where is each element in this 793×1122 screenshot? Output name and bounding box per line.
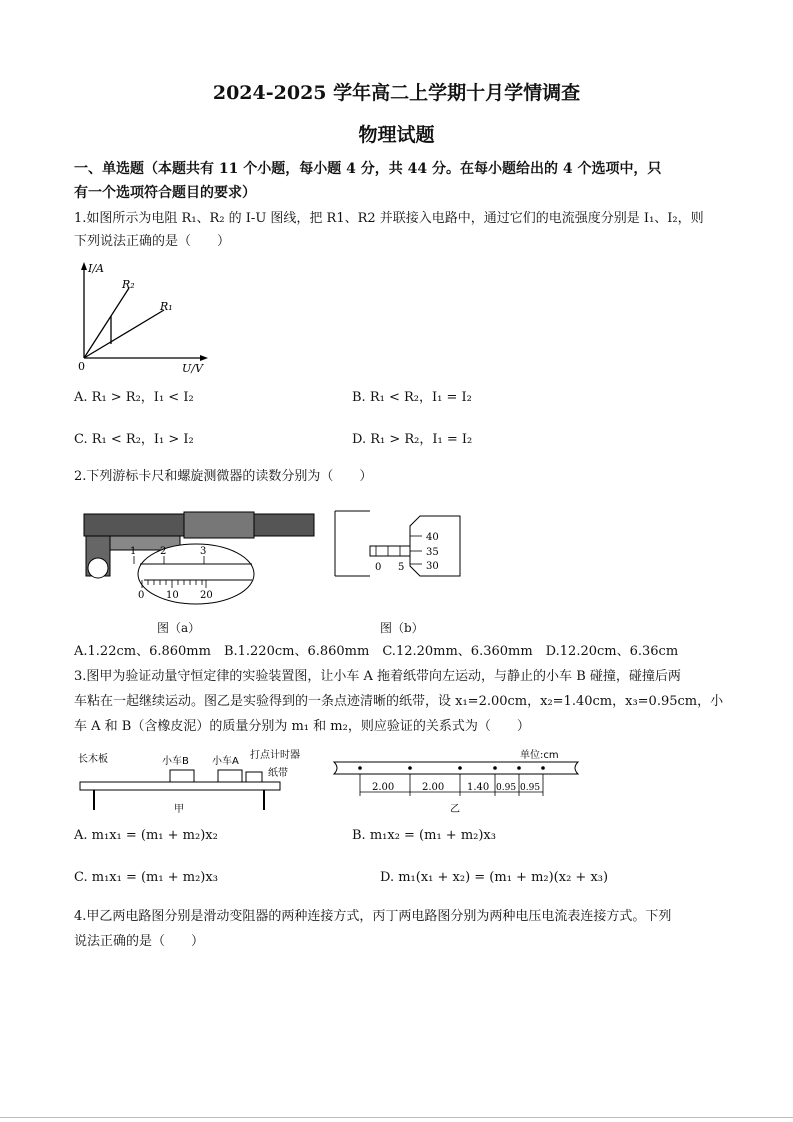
x-axis-label: U/V	[182, 362, 203, 375]
caliper-vernier-tick-10: 10	[166, 590, 179, 601]
tape-seg-1: 2.00	[372, 782, 395, 793]
micrometer-tick-40: 40	[426, 532, 439, 543]
label-timer: 打点计时器	[250, 750, 300, 761]
q3-option-c[interactable]: C. m₁x₁ = (m₁ + m₂)x₃	[74, 870, 218, 885]
q1-option-a[interactable]: A. R₁ > R₂，I₁ < I₂	[74, 390, 194, 405]
micrometer-figure	[330, 506, 470, 586]
caption-yi: 乙	[450, 804, 460, 815]
r1-label: R₁	[160, 300, 173, 313]
micrometer-tick-30: 30	[426, 561, 439, 572]
origin-label: 0	[78, 360, 85, 373]
label-cart-a: 小车A	[212, 756, 239, 767]
r2-label: R₂	[122, 278, 135, 291]
q1-stem-line2: 下列说法正确的是（ ）	[74, 234, 231, 249]
q3-stem-line3: 车 A 和 B（含橡皮泥）的质量分别为 m₁ 和 m₂，则应验证的关系式为（ ）	[74, 719, 530, 734]
figure-jia	[74, 746, 300, 815]
q3-stem-line1: 3.图甲为验证动量守恒定律的实验装置图，让小车 A 拖着纸带向左运动，与静止的小车 B 碰撞，碰撞后两	[74, 669, 681, 684]
q3-option-d[interactable]: D. m₁(x₁ + x₂) = (m₁ + m₂)(x₂ + x₃)	[380, 870, 609, 885]
caption-a: 图（a）	[157, 621, 201, 635]
tape-unit: 单位:cm	[520, 750, 559, 761]
q4-stem-line2: 说法正确的是（ ）	[74, 934, 205, 949]
page-bottom-rule	[0, 1117, 793, 1118]
label-tape: 纸带	[268, 768, 288, 779]
q1-stem-line1: 1.如图所示为电阻 R₁、R₂ 的 I-U 图线，把 R1、R2 并联接入电路中，通过它们的电流强度分别是 I₁、I₂，则	[74, 211, 704, 226]
q1-iu-graph	[74, 258, 214, 378]
caliper-main-tick-3: 3	[200, 546, 207, 557]
q4-stem-line1: 4.甲乙两电路图分别是滑动变阻器的两种连接方式，丙丁两电路图分别为两种电压电流表连接方式。下列	[74, 909, 672, 924]
micrometer-tick-35: 35	[426, 547, 439, 558]
caliper-vernier-tick-0: 0	[138, 590, 145, 601]
q1-option-d[interactable]: D. R₁ > R₂，I₁ = I₂	[352, 432, 473, 447]
tape-seg-4: 0.95	[496, 783, 517, 793]
q1-option-c[interactable]: C. R₁ < R₂，I₁ > I₂	[74, 432, 194, 447]
micrometer-main-5: 5	[398, 562, 405, 573]
caliper-main-tick-2: 2	[160, 546, 167, 557]
vernier-caliper-figure	[74, 496, 319, 611]
section-heading-line2: 有一个选项符合题目的要求）	[74, 185, 256, 201]
tape-seg-5: 0.95	[520, 783, 541, 793]
label-long-board: 长木板	[78, 754, 108, 765]
q3-option-b[interactable]: B. m₁x₂ = (m₁ + m₂)x₃	[352, 828, 496, 843]
exam-title: 2024-2025 学年高二上学期十月学情调查	[212, 82, 581, 104]
q2-stem: 2.下列游标卡尺和螺旋测微器的读数分别为（ ）	[74, 469, 373, 484]
figure-yi-tape	[330, 746, 585, 820]
y-axis-label: I/A	[88, 262, 104, 275]
micrometer-main-0: 0	[375, 562, 382, 573]
caption-b: 图（b）	[380, 621, 424, 635]
q2-options[interactable]: A.1.22cm、6.860mm B.1.220cm、6.860mm C.12.20mm、6.360mm D.12.20cm、6.36cm	[74, 644, 679, 659]
q3-option-a[interactable]: A. m₁x₁ = (m₁ + m₂)x₂	[74, 828, 218, 843]
label-cart-b: 小车B	[162, 756, 189, 767]
caliper-vernier-tick-20: 20	[200, 590, 213, 601]
q1-option-b[interactable]: B. R₁ < R₂，I₁ = I₂	[352, 390, 472, 405]
r1-line	[84, 310, 164, 358]
caption-jia: 甲	[174, 804, 184, 815]
caliper-main-tick-1: 1	[130, 546, 137, 557]
r2-line	[84, 288, 129, 358]
tape-seg-2: 2.00	[422, 782, 445, 793]
exam-subtitle: 物理试题	[358, 124, 435, 146]
section-heading-line1: 一、单选题（本题共有 11 个小题，每小题 4 分，共 44 分。在每小题给出的 4 个选项中，只	[74, 161, 662, 177]
tape-seg-3: 1.40	[467, 782, 490, 793]
q3-stem-line2: 车粘在一起继续运动。图乙是实验得到的一条点迹清晰的纸带，设 x₁=2.00cm，x₂=1.40cm，x₃=0.95cm，小	[74, 694, 724, 709]
